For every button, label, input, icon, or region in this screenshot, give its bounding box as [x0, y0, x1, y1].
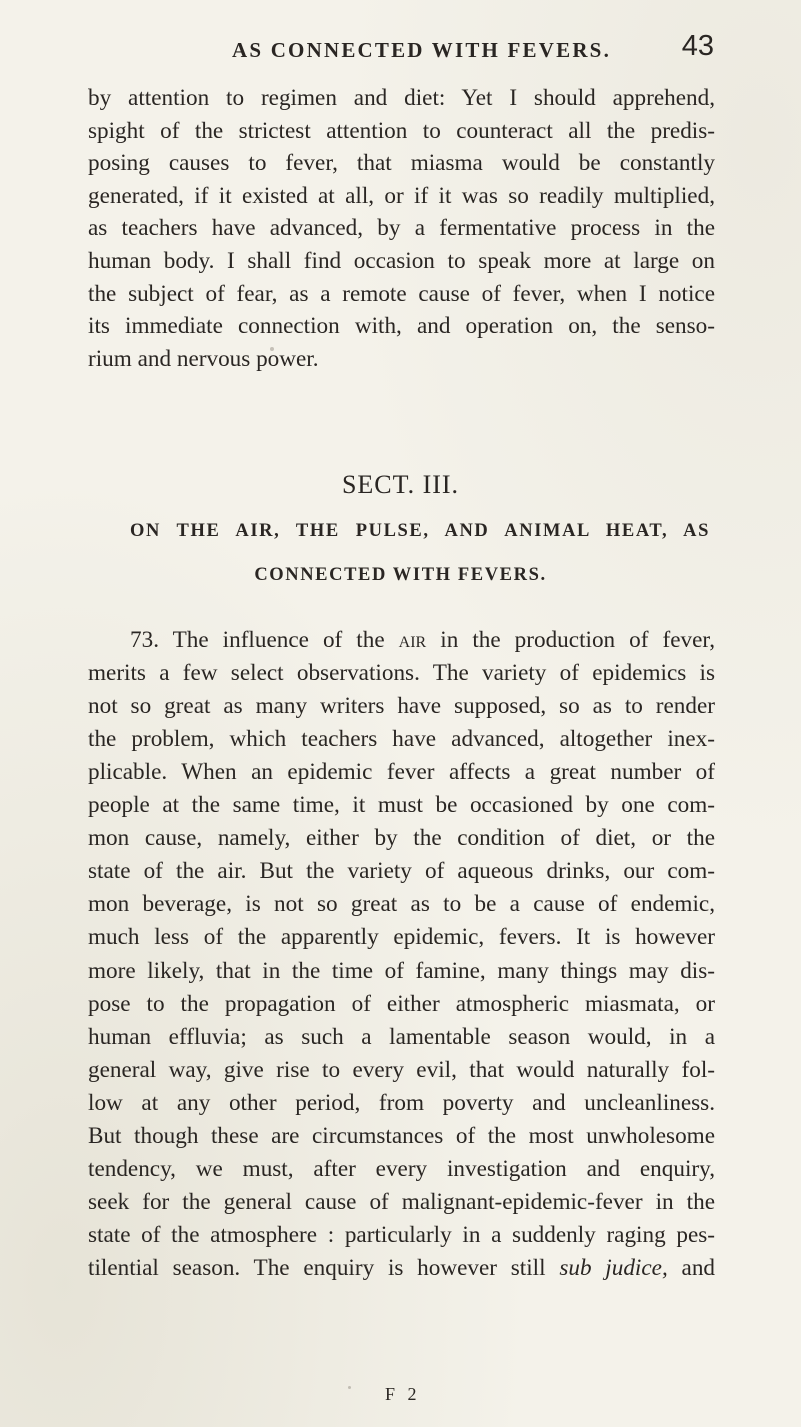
ink-speck [348, 1386, 351, 1389]
paragraph-last-line [88, 1254, 715, 1282]
paragraph-last-line-end: and [681, 1254, 716, 1281]
paragraph-line: mon beverage, is not so great as to be a cause of endemic, [88, 891, 715, 918]
smallcaps-word: air [398, 627, 427, 652]
page-header [232, 30, 714, 70]
italic-phrase: sub judice, [559, 1254, 668, 1281]
paragraph-line: mon cause, namely, either by the condition of diet, or the [88, 825, 715, 852]
paragraph-line: the problem, which teachers have advanced, altogether inex- [88, 726, 715, 753]
intro-line: the subject of fear, as a remote cause of fever, when I notice [88, 280, 715, 307]
page-number: 43 [681, 30, 714, 62]
paragraph-line: seek for the general cause of malignant-epidemic-fever in the [88, 1188, 715, 1215]
paragraph-line: low at any other period, from poverty and uncleanliness. [88, 1089, 715, 1116]
paragraph-line: state of the air. But the variety of aqueous drinks, our com- [88, 858, 715, 885]
paragraph-line: people at the same time, it must be occasioned by one com- [88, 792, 715, 819]
paragraph-line: human effluvia; as such a lamentable season would, in a [88, 1023, 715, 1050]
section-heading-line-2: CONNECTED WITH FEVERS. [254, 565, 547, 585]
paragraph-line: much less of the apparently epidemic, fevers. It is however [88, 924, 715, 951]
paragraph-line: merits a few select observations. The variety of epidemics is [88, 660, 715, 687]
paragraph-line: not so great as many writers have supposed, so as to render [88, 693, 715, 720]
paragraph-line: state of the atmosphere : particularly in a suddenly raging pes- [88, 1221, 715, 1248]
section-heading-line-1: ON THE AIR, THE PULSE, AND ANIMAL HEAT, AS [130, 521, 710, 541]
ink-speck [270, 347, 274, 351]
paragraph-last-line-start: tilential season. The enquiry is however still [88, 1254, 546, 1281]
intro-line: spight of the strictest attention to counteract all the predis- [88, 117, 715, 144]
intro-line: generated, if it existed at all, or if it was so readily multiplied, [88, 182, 715, 209]
intro-line: posing causes to fever, that miasma would be constantly [88, 150, 715, 177]
running-head: AS CONNECTED WITH FEVERS. [232, 38, 612, 62]
paragraph-first-line [130, 626, 715, 654]
signature-mark: F 2 [385, 1384, 421, 1404]
intro-line: human body. I shall find occasion to speak more at large on [88, 248, 715, 274]
paragraph-line: But though these are circumstances of the most unwholesome [88, 1122, 715, 1149]
paragraph-first-line-end: in the production of fever, [440, 627, 715, 653]
intro-line: rium and nervous power. [88, 345, 319, 372]
intro-line: as teachers have advanced, by a fermentative process in the [88, 215, 715, 242]
paragraph-line: tendency, we must, after every investigation and enquiry, [88, 1155, 715, 1182]
paragraph-line: more likely, that in the time of famine, many things may dis- [88, 957, 715, 984]
intro-line: by attention to regimen and diet: Yet I should apprehend, [88, 85, 715, 111]
section-title: SECT. III. [341, 470, 460, 499]
paragraph-first-line-start: 73. The influence of the [130, 627, 385, 653]
paragraph-line: pose to the propagation of either atmospheric miasmata, or [88, 990, 715, 1017]
paragraph-line: general way, give rise to every evil, that would naturally fol- [88, 1056, 715, 1083]
paragraph-line: plicable. When an epidemic fever affects a great number of [88, 759, 715, 786]
intro-line: its immediate connection with, and operation on, the senso- [88, 313, 715, 340]
